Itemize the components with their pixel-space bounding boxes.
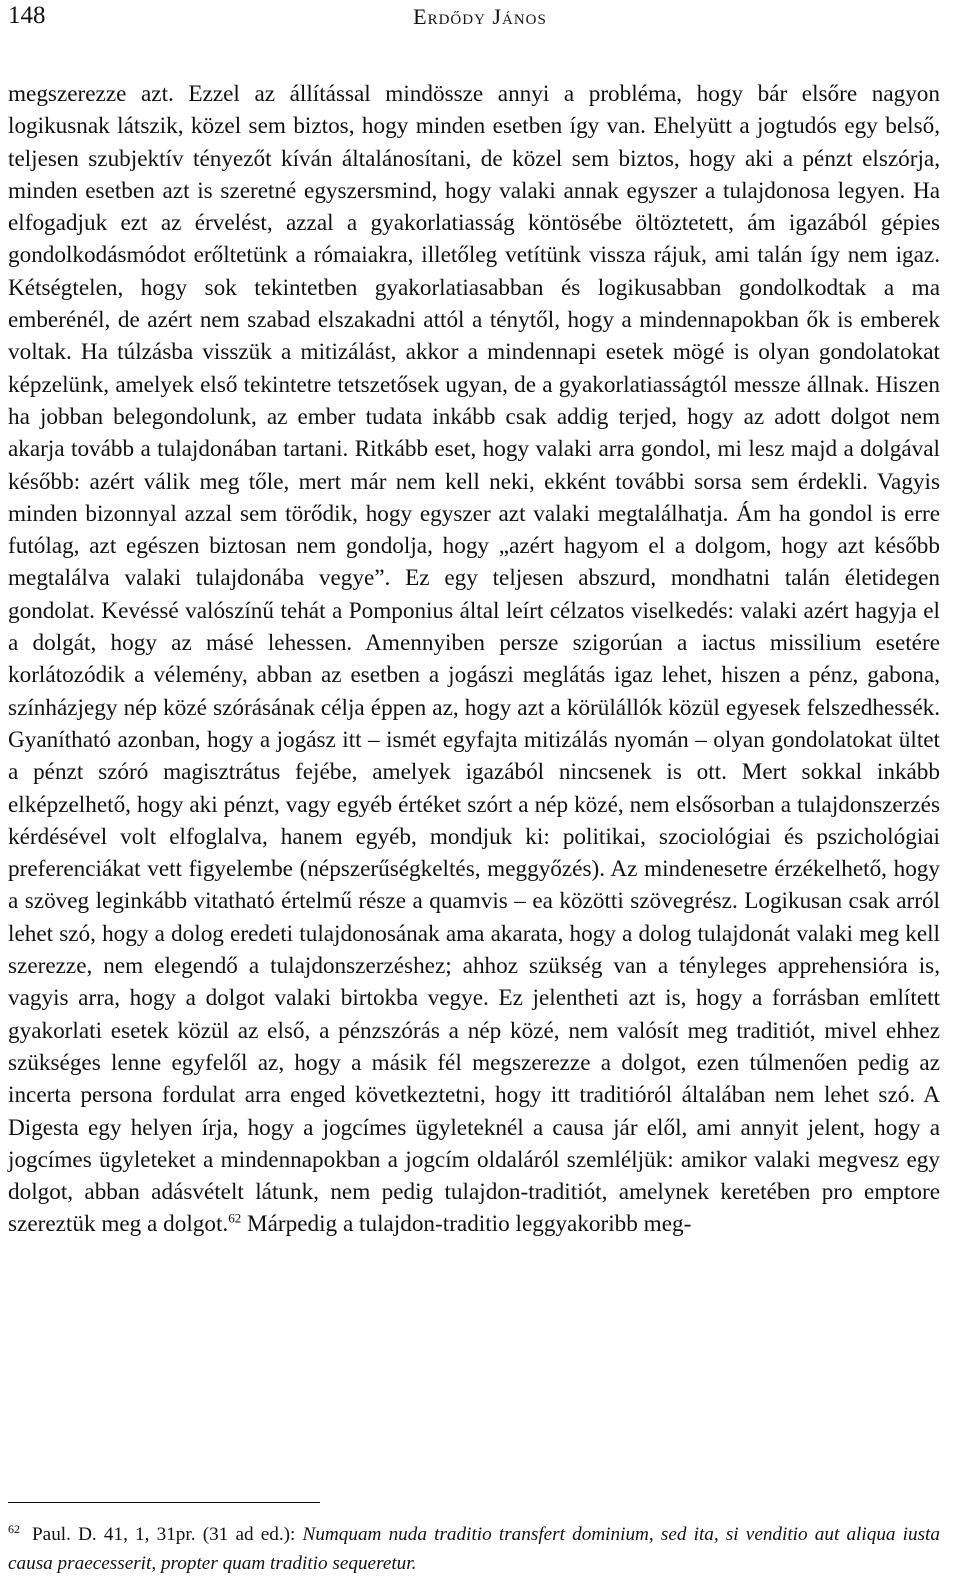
page-number: 148: [8, 2, 46, 29]
paragraph-text: megszerezze azt. Ezzel az állítással mindössze annyi a probléma, hogy bár elsőre nagyon logikusnak látszik, közel sem biztos, hogy minden esetben így van. Ehelyütt a jogtudós egy belső, teljesen szubjektív tényezőt kíván általánosítani, de közel sem biztos, hogy aki a pénzt elszórja, minden esetben azt is szeretné egyszersmind, hogy valaki annak egyszer a tulajdonosa legyen. Ha elfogadjuk ezt az érvelést, azzal a gyakorlatiasság köntösébe öltöztetett, ám igazából gépies gondolkodásmódot erőltetünk a rómaiakra, illetőleg vetítünk vissza rájuk, ami talán így nem igaz. Kétségtelen, hogy sok tekintetben gyakorlatiasabban és logikusabban gondolkodtak a ma emberénél, de azért nem szabad elszakadni attól a ténytől, hogy a mindennapokban ők is emberek voltak. Ha túlzásba visszük a mitizálást, akkor a mindennapi esetek mögé is olyan gondolatokat képzelünk, amelyek első tekintetre tetszetősek ugyan, de a gyakorlatiasságtól messze állnak. Hiszen ha jobban belegondolunk, az ember tudata inkább csak addig terjed, hogy az adott dolgot nem akarja tovább a tulajdonában tartani. Ritkább eset, hogy valaki arra gondol, mi lesz majd a dolgával később: azért válik meg tőle, mert már nem kell neki, ekként további sorsa sem érdekli. Vagyis minden bizonnyal azzal sem törődik, hogy egyszer azt valaki megtalálhatja. Ám ha gondol is erre futólag, azt egészen biztosan nem gondolja, hogy „azért hagyom el a dolgom, hogy azt később megtalálva valaki tulajdonába vegye”. Ez egy teljesen abszurd, mondhatni talán életidegen gondolat. Kevéssé valószínű tehát a Pomponius által leírt célzatos viselkedés: valaki azért hagyja el a dolgát, hogy az másé lehessen. Amennyiben persze szigorúan a iactus missilium esetére korlátozódik a vélemény, abban az esetben a jogászi meglátás igaz lehet, hiszen a pénz, gabona, színházjegy nép közé szórásának célja éppen az, hogy azt a körülállók közül egyesek felszedhessék. Gyanítható azonban, hogy a jogász itt – ismét egyfajta mitizálás nyomán – olyan gondolatokat ültet a pénzt szóró magisztrátus fejébe, amelyek igazából nincsenek is ott. Mert sokkal inkább elképzelhető, hogy aki pénzt, vagy egyéb értéket szórt a nép közé, nem elsősorban a tulajdonszerzés kérdésével volt elfoglalva, hanem egyéb, mondjuk ki: politikai, szociológiai és pszichológiai preferenciákat vett figyelembe (népszerűségkeltés, meggyőzés). Az mindenesetre érzékelhető, hogy a szöveg leginkább vitatható értelmű része a quamvis – ea közötti szövegrész. Logikusan csak arról lehet szó, hogy a dolog eredeti tulajdonosának ama akarata, hogy a dolog tulajdonát valaki meg kell szerezze, nem elegendő a tulajdonszerzéshez; ahhoz szükség van a tényleges apprehensióra is, vagyis arra, hogy a dolgot valaki birtokba vegye. Ez jelentheti azt is, hogy a forrásban említett gyakorlati esetek közül az első, a pénzszórás a nép közé, nem valósít meg traditiót, mivel ehhez szükséges lenne egyfelől az, hogy a másik fél megszerezze a dolgot, ezen túlmenően pedig az incerta persona fordulat arra enged következtetni, hogy itt traditióról általában nem lehet szó. A Digesta egy helyen írja, hogy a jogcímes ügyleteknél a causa jár elől, ami annyit jelent, hogy a jogcímes ügyleteket a mindennapokban a jogcím oldaláról szemléljük: amikor valaki megvesz egy dolgot, abban adásvételt látunk, nem pedig tulajdon-traditiót, amelynek keretében pro emptore szereztük meg a dolgot.: [8, 81, 940, 1238]
footnote-latin-quote: Numquam nuda traditio transfert dominium, sed ita, si venditio aut aliqua iusta causa praecesserit, propter quam traditio sequeretur.: [8, 1524, 940, 1574]
footnote-separator-rule: [8, 1502, 320, 1503]
footnote-reference[interactable]: 62: [228, 1210, 242, 1226]
paragraph-tail: Márpedig a tulajdon-traditio leggyakoribb meg-: [241, 1211, 692, 1238]
running-head-author: Erdődy János: [413, 4, 547, 29]
page-header: [8, 2, 952, 38]
footnote: [8, 1520, 940, 1578]
main-paragraph: [8, 78, 940, 1241]
footnote-citation: Paul. D. 41, 1, 31pr. (31 ad ed.):: [32, 1524, 303, 1545]
footnote-marker: 62: [8, 1521, 20, 1536]
body-text: [8, 78, 940, 1241]
